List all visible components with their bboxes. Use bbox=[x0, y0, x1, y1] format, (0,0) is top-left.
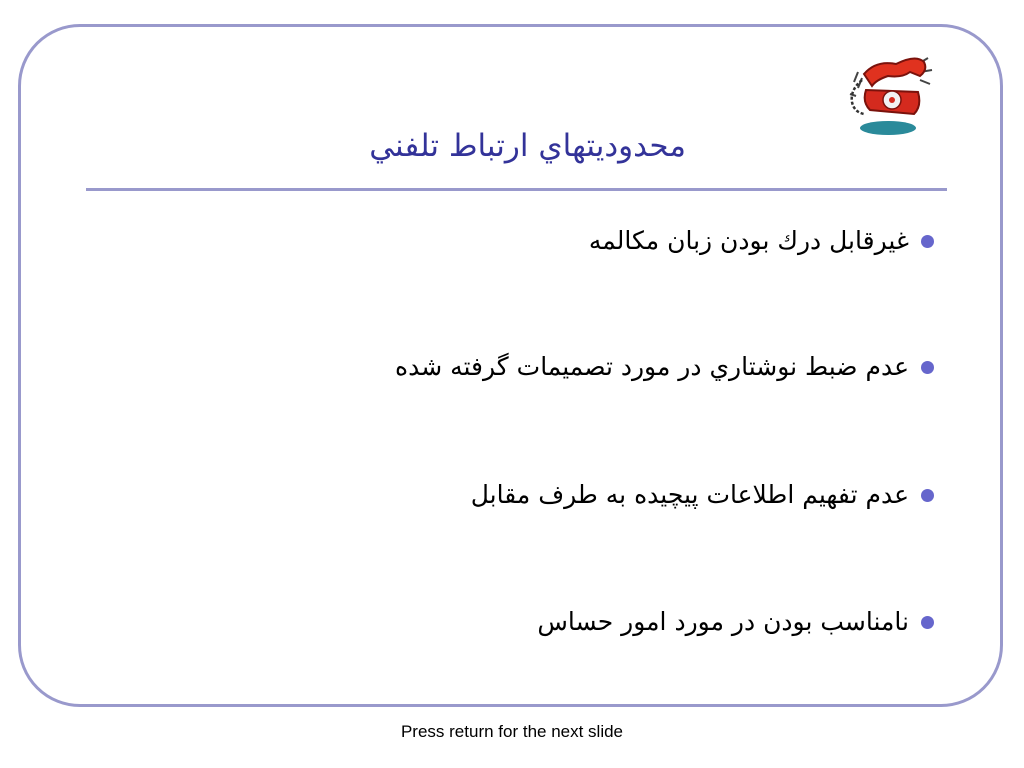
slide-title: محدوديتهاي ارتباط تلفني bbox=[369, 128, 686, 164]
next-slide-hint[interactable]: Press return for the next slide bbox=[400, 722, 624, 741]
title-divider bbox=[86, 188, 947, 191]
bullet-text: عدم تفهيم اطلاعات پيچيده به طرف مقابل bbox=[470, 480, 909, 509]
bullet-text: نامناسب بودن در مورد امور حساس bbox=[537, 607, 909, 636]
bullet-text: عدم ضبط نوشتاري در مورد تصميمات گرفته شده bbox=[395, 352, 909, 381]
bullet-text: غيرقابل درك بودن زبان مكالمه bbox=[588, 226, 909, 255]
telephone-icon bbox=[836, 40, 936, 140]
